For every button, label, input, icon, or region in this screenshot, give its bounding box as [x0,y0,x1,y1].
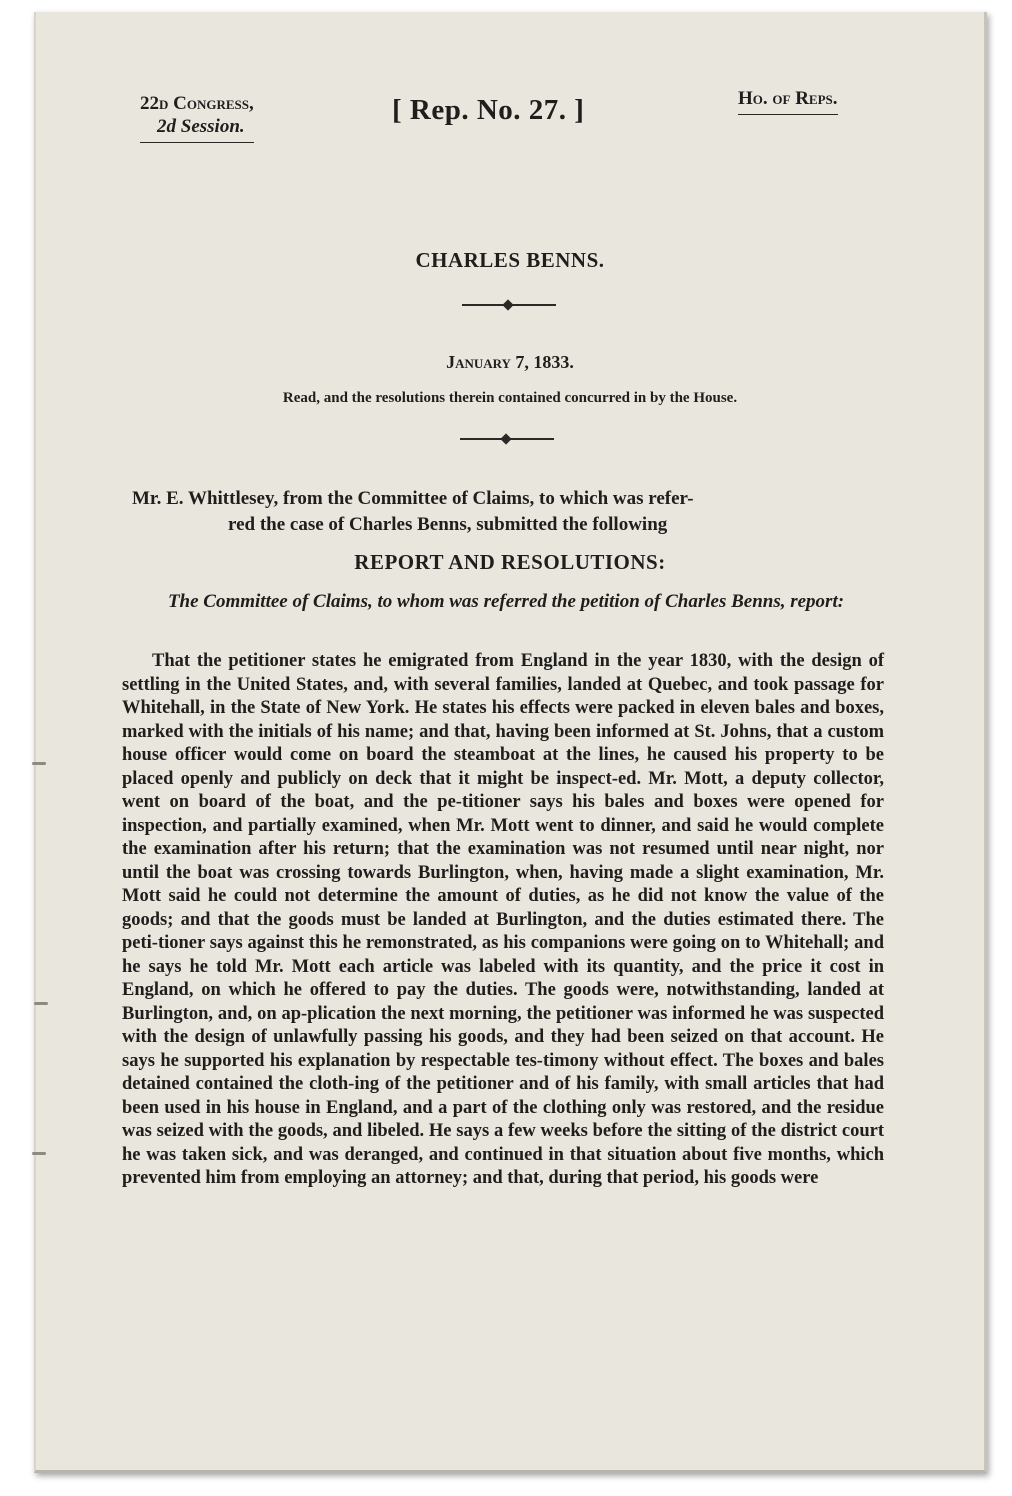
document-page [34,12,987,1473]
intro-line-2: red the case of Charles Benns, submitted the following [228,514,668,535]
intro-line-1: Mr. E. Whittlesey, from the Committee of Claims, to which was refer- [132,488,694,509]
congress-label: 22d Congress, [140,93,254,114]
page-edge-mark [32,1152,46,1155]
house-label: Ho. of Reps. [738,88,838,115]
ornamental-rule-bottom [460,438,554,440]
document-title: CHARLES BENNS. [415,248,605,272]
committee-statement: The Committee of Claims, to whom was referred the petition of Charles Benns, report: [167,591,845,612]
page-edge-mark [32,762,46,765]
report-body-paragraph: That the petitioner states he emigrated from England in the year 1830, with the design of settling in the United States, and, with several families, landed at Quebec, and took passage for Whitehall, in the State of New York. He states his effects were packed in eleven bales and boxes, marked with the initials of his name; and that, having been informed at St. Johns, that a custom house officer would come on board the steamboat at the lines, he caused his property to be placed openly and publicly on deck that it might be inspect-ed. Mr. Mott, a deputy collector, went on board of the boat, and the pe-titioner says his bales and boxes were opened for inspection, and partially examined, when Mr. Mott went to dinner, and said he would complete the examination after his return; that the examination was not resumed until near night, nor until the boat was crossing towards Burlington, when, having made a slight examination, Mr. Mott said he could not determine the amount of duties, as he did not know the value of the goods; and that the goods must be landed at Burlington, and the duties estimated there. The peti-tioner says against this he remonstrated, as his companions were going on to Whitehall; and he says he told Mr. Mott each article was labeled with its quantity, and the price it cost in England, on which he offered to pay the duties. The goods were, notwithstanding, landed at Burlington, and, on ap-plication the next morning, the petitioner was informed he was suspected with the design of unlawfully passing his goods, and they had been seized on that account. He says he supported his explanation by respectable tes-timony without effect. The boxes and bales detained contained the cloth-ing of the petitioner and of his family, with small articles that had been used in his house in England, and a part of the clothing only was restored, and the residue was seized with the goods, and libeled. He says a few weeks before the sitting of the district court he was taken sick, and was deranged, and continued in that situation about five months, which prevented him from employing an attorney; and that, during that period, his goods were [122,651,884,1188]
report-number: [ Rep. No. 27. ] [392,94,585,126]
read-note: Read, and the resolutions therein contained concurred in by the House. [282,390,738,406]
ornamental-rule-top [462,304,556,306]
session-label: 2d Session. [157,116,245,137]
page-edge-mark [34,1002,48,1005]
section-heading: REPORT AND RESOLUTIONS: [354,550,666,574]
document-date: January 7, 1833. [446,352,574,372]
intro-paragraph [132,486,882,538]
congress-session-header [140,92,254,143]
